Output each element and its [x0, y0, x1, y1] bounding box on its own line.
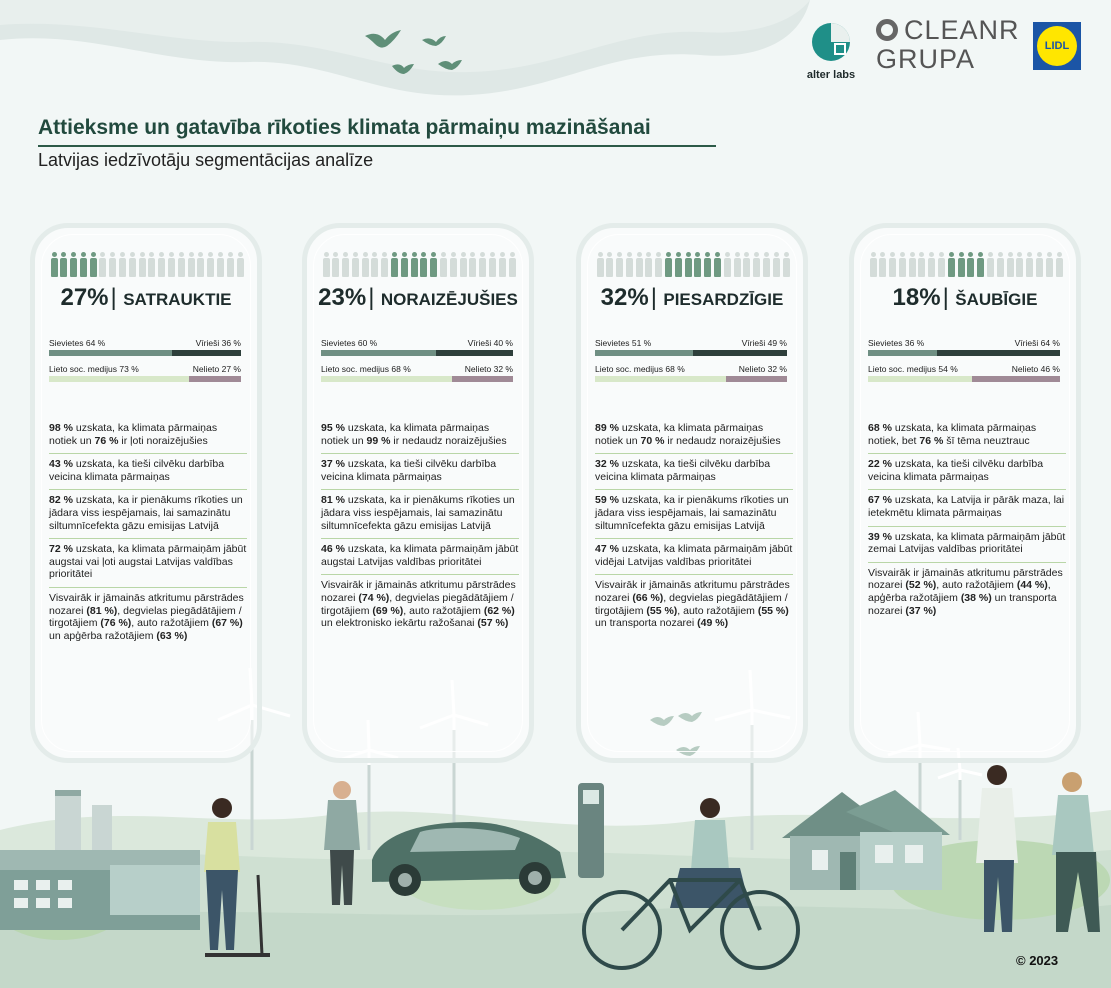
segment-percent: 32%	[600, 284, 649, 311]
person-icon	[399, 252, 409, 278]
fact-highlight: (76 %)	[100, 617, 132, 630]
person-icon	[98, 252, 108, 278]
factory-illustration	[0, 790, 200, 930]
person-icon	[888, 252, 898, 278]
person-icon	[468, 252, 478, 278]
nosocial-label: Nelieto 27 %	[192, 364, 241, 374]
fact-highlight: 70 %	[640, 434, 665, 447]
person-icon	[458, 252, 468, 278]
person-icon	[196, 252, 206, 278]
alter-labs-text: alter labs	[806, 69, 856, 81]
person-icon	[341, 252, 351, 278]
social-label: Lieto soc. medijus 54 %	[868, 364, 958, 374]
fact-text: un transporta nozarei	[595, 617, 698, 630]
person-icon	[1015, 252, 1025, 278]
fact-highlight: 22 %	[868, 458, 892, 471]
fact-text: uzskata, ka tieši cilvēku darbība veicina klimata pārmaiņas	[868, 458, 1044, 483]
fact-text: un elektronisko iekārtu ražošanai	[321, 617, 478, 630]
fact-item	[595, 454, 793, 490]
nosocial-share-bar	[452, 376, 513, 382]
fact-item	[868, 454, 1066, 490]
fact-item	[595, 490, 793, 539]
page-title: Attieksme un gatavība rīkoties klimata pārmaiņu mazināšanai	[38, 116, 651, 139]
facts-list	[868, 418, 1066, 623]
person-icon	[321, 252, 331, 278]
person-icon	[907, 252, 917, 278]
male-share-bar	[693, 350, 787, 356]
person-icon	[722, 252, 732, 278]
segment-heading	[589, 284, 795, 312]
gender-bar	[868, 338, 1060, 356]
nosocial-share-bar	[189, 376, 241, 382]
fact-item	[49, 539, 247, 588]
fact-text: un apģērba ražotājiem	[49, 629, 157, 642]
fact-text: , auto ražotājiem	[936, 579, 1017, 592]
social-share-bar	[868, 376, 972, 382]
social-media-bar	[321, 364, 513, 382]
fact-text: uzskata, ka tieši cilvēku darbība veicina klimata pārmaiņas	[321, 458, 497, 483]
fact-text: uzskata, ka ir pienākums rīkoties un jādara viss iespējamais, lai samazinātu siltumnīcefekta gāzu emisijas Latvijā	[49, 494, 243, 532]
fact-highlight: 47 %	[595, 543, 619, 556]
person-icon	[937, 252, 947, 278]
heading-separator: |	[368, 284, 375, 311]
person-icon	[88, 252, 98, 278]
house-illustration	[782, 790, 950, 890]
social-media-bar	[868, 364, 1060, 382]
person-icon	[448, 252, 458, 278]
heading-separator: |	[942, 284, 949, 311]
fact-highlight: 95 %	[321, 422, 345, 434]
fact-text: Visvairāk ir jāmainās atkritumu pārstrādes nozarei	[868, 566, 1063, 592]
gender-bar	[595, 338, 787, 356]
fact-highlight: (81 %)	[86, 604, 118, 617]
fact-text: ir ļoti noraizējušies	[118, 434, 208, 447]
person-icon	[350, 252, 360, 278]
lidl-logo	[1033, 22, 1081, 70]
fact-text: uzskata, ka klimata pārmaiņas notiek, bet	[868, 422, 1037, 447]
fact-text: uzskata, ka klimata pārmaiņas notiek un	[321, 422, 490, 447]
person-icon	[360, 252, 370, 278]
fact-text: , degvielas piegādātājiem / tirgotājiem	[595, 591, 788, 617]
fact-highlight: (57 %)	[477, 617, 509, 630]
fact-highlight: 37 %	[321, 458, 345, 471]
cleanr-grupa-logo	[876, 16, 1020, 74]
fact-text: Visvairāk ir jāmainās atkritumu pārstrādes nozarei	[49, 591, 244, 617]
male-share-bar	[436, 350, 513, 356]
fact-text: uzskata, ka klimata pārmaiņas notiek un	[595, 422, 764, 447]
fact-item	[595, 575, 793, 635]
person-icon	[216, 252, 226, 278]
segment-name: PIESARDZĪGIE	[663, 290, 784, 309]
female-label: Sievietes 36 %	[868, 338, 925, 348]
people-share-icons	[321, 252, 517, 278]
segment-card	[30, 223, 262, 763]
fact-item	[321, 575, 519, 635]
people-share-icons	[868, 252, 1064, 278]
female-share-bar	[868, 350, 937, 356]
gender-bar	[321, 338, 513, 356]
fact-text: ir nedaudz noraizējušies	[390, 434, 507, 447]
fact-item	[321, 490, 519, 539]
fact-highlight: (62 %)	[483, 604, 515, 617]
people-share-icons	[595, 252, 791, 278]
fact-item	[868, 563, 1066, 623]
person-icon	[624, 252, 634, 278]
social-share-bar	[321, 376, 452, 382]
person-icon	[693, 252, 703, 278]
person-icon	[206, 252, 216, 278]
segment-card	[576, 223, 808, 763]
person-icon	[615, 252, 625, 278]
segment-percent: 18%	[892, 284, 941, 311]
person-icon	[390, 252, 400, 278]
fact-text: , degvielas piegādātājiem / tirgotājiem	[321, 591, 514, 617]
fact-text: uzskata, ka Latvija ir pārāk maza, lai ietekmētu klimata pārmaiņas	[868, 494, 1065, 519]
fact-highlight: 67 %	[868, 494, 892, 507]
person-icon	[732, 252, 742, 278]
person-icon	[176, 252, 186, 278]
segment-heading	[315, 284, 521, 312]
fact-highlight: (49 %)	[697, 617, 729, 630]
person-icon	[683, 252, 693, 278]
fact-text: uzskata, ka klimata pārmaiņām jābūt augstai vai ļoti augstai Latvijas valdības prioritātei	[49, 543, 247, 581]
person-icon	[654, 252, 664, 278]
person-icon	[868, 252, 878, 278]
person-icon	[995, 252, 1005, 278]
lidl-text: LIDL	[1037, 26, 1077, 66]
nosocial-share-bar	[726, 376, 787, 382]
person-icon	[331, 252, 341, 278]
person-icon	[137, 252, 147, 278]
fact-item	[595, 418, 793, 454]
fact-item	[321, 539, 519, 575]
male-share-bar	[172, 350, 241, 356]
fact-text: uzskata, ka ir pienākums rīkoties un jādara viss iespējamais, lai samazinātu siltumnīcefekta gāzu emisijas Latvijā	[321, 494, 515, 532]
fact-highlight: 32 %	[595, 458, 619, 471]
fact-item	[595, 539, 793, 575]
person-icon	[507, 252, 517, 278]
person-icon	[634, 252, 644, 278]
segment-name: NORAIZĒJUŠIES	[380, 290, 518, 309]
fact-item	[49, 490, 247, 539]
person-icon	[478, 252, 488, 278]
person-icon	[127, 252, 137, 278]
fact-text: , degvielas piegādātājiem / tirgotājiem	[49, 604, 242, 630]
person-icon	[742, 252, 752, 278]
fact-highlight: (74 %)	[358, 591, 390, 604]
person-icon	[1044, 252, 1054, 278]
gender-bar	[49, 338, 241, 356]
fact-highlight: 43 %	[49, 458, 73, 471]
fact-highlight: (63 %)	[156, 629, 188, 642]
person-icon	[147, 252, 157, 278]
fact-text: uzskata, ka klimata pārmaiņām jābūt zemai Latvijas valdības prioritātei	[868, 530, 1066, 556]
page-subtitle: Latvijas iedzīvotāju segmentācijas analīze	[38, 150, 374, 170]
person-icon	[167, 252, 177, 278]
person-icon	[429, 252, 439, 278]
person-icon	[878, 252, 888, 278]
fact-highlight: 99 %	[366, 434, 391, 447]
fact-highlight: 98 %	[49, 422, 73, 434]
person-icon	[781, 252, 791, 278]
fact-item	[49, 454, 247, 490]
grupa-text: GRUPA	[876, 44, 976, 74]
person-icon	[752, 252, 762, 278]
male-share-bar	[937, 350, 1060, 356]
person-icon	[917, 252, 927, 278]
person-icon	[409, 252, 419, 278]
social-share-bar	[595, 376, 726, 382]
fact-text: šī tēma neuztrauc	[943, 434, 1030, 447]
person-icon	[49, 252, 59, 278]
person-icon	[644, 252, 654, 278]
heading-separator: |	[110, 284, 117, 311]
alter-labs-icon	[811, 22, 851, 62]
person-icon	[1025, 252, 1035, 278]
fact-item	[868, 527, 1066, 563]
person-icon	[927, 252, 937, 278]
nosocial-share-bar	[972, 376, 1060, 382]
person-icon	[69, 252, 79, 278]
person-icon	[157, 252, 167, 278]
person-icon	[380, 252, 390, 278]
nosocial-label: Nelieto 32 %	[464, 364, 513, 374]
female-share-bar	[49, 350, 172, 356]
fact-highlight: (55 %)	[646, 604, 678, 617]
person-icon	[762, 252, 772, 278]
fact-highlight: 72 %	[49, 543, 73, 556]
fact-highlight: 82 %	[49, 494, 73, 507]
fact-item	[321, 454, 519, 490]
female-label: Sievietes 60 %	[321, 338, 378, 348]
fact-text: un transporta nozarei	[868, 591, 1057, 617]
female-share-bar	[321, 350, 436, 356]
person-icon	[986, 252, 996, 278]
facts-list	[49, 418, 247, 648]
fact-highlight: (52 %)	[905, 579, 937, 592]
nosocial-label: Nelieto 46 %	[1011, 364, 1060, 374]
person-icon	[771, 252, 781, 278]
person-icon	[897, 252, 907, 278]
person-icon	[419, 252, 429, 278]
segment-name: ŠAUBĪGIE	[955, 290, 1038, 309]
social-label: Lieto soc. medijus 73 %	[49, 364, 139, 374]
person-icon	[976, 252, 986, 278]
female-label: Sievietes 51 %	[595, 338, 652, 348]
segment-card	[302, 223, 534, 763]
person-icon	[1005, 252, 1015, 278]
fact-highlight: 76 %	[919, 434, 944, 447]
facts-list	[321, 418, 519, 636]
fact-highlight: 46 %	[321, 543, 345, 556]
heading-separator: |	[650, 284, 657, 311]
fact-text: Visvairāk ir jāmainās atkritumu pārstrādes nozarei	[321, 579, 516, 604]
person-icon	[488, 252, 498, 278]
fact-highlight: (66 %)	[632, 591, 664, 604]
segment-card	[849, 223, 1081, 763]
fact-highlight: 39 %	[868, 530, 892, 543]
female-label: Sievietes 64 %	[49, 338, 106, 348]
segment-name: SATRAUKTIE	[123, 290, 232, 309]
female-share-bar	[595, 350, 693, 356]
person-icon	[966, 252, 976, 278]
male-label: Vīrieši 36 %	[195, 338, 241, 348]
fact-item	[868, 418, 1066, 454]
segment-heading	[862, 284, 1068, 312]
fact-highlight: (38 %)	[960, 591, 992, 604]
person-icon	[1054, 252, 1064, 278]
fact-text: , apģērba ražotājiem	[868, 579, 1051, 604]
fact-text: , auto ražotājiem	[403, 604, 484, 617]
person-icon	[235, 252, 245, 278]
copyright: © 2023	[1016, 953, 1059, 968]
fact-text: uzskata, ka tieši cilvēku darbība veicina klimata pārmaiņas	[49, 458, 225, 483]
male-label: Vīrieši 49 %	[741, 338, 787, 348]
fact-item	[868, 490, 1066, 526]
social-label: Lieto soc. medijus 68 %	[321, 364, 411, 374]
fact-highlight: 68 %	[868, 422, 892, 434]
fact-text: uzskata, ka klimata pārmaiņām jābūt vidējai Latvijas valdības prioritātei	[595, 543, 793, 568]
person-icon	[78, 252, 88, 278]
segment-percent: 27%	[60, 284, 109, 311]
person-icon	[118, 252, 128, 278]
fact-text: uzskata, ka klimata pārmaiņas notiek un	[49, 422, 218, 447]
social-media-bar	[595, 364, 787, 382]
person-icon	[703, 252, 713, 278]
fact-highlight: (55 %)	[757, 604, 789, 617]
cleanr-text: CLEANR	[904, 15, 1020, 45]
fact-highlight: (37 %)	[905, 604, 937, 617]
male-label: Vīrieši 64 %	[1014, 338, 1060, 348]
fact-highlight: (67 %)	[211, 617, 243, 630]
fact-text: ir nedaudz noraizējušies	[664, 434, 781, 447]
person-icon	[59, 252, 69, 278]
person-icon	[673, 252, 683, 278]
fact-highlight: 59 %	[595, 494, 619, 507]
person-icon	[108, 252, 118, 278]
social-share-bar	[49, 376, 189, 382]
alter-labs-logo	[800, 22, 862, 81]
person-icon	[497, 252, 507, 278]
person-icon	[664, 252, 674, 278]
segment-heading	[43, 284, 249, 312]
fact-highlight: 81 %	[321, 494, 345, 507]
male-label: Vīrieši 40 %	[467, 338, 513, 348]
fact-highlight: (69 %)	[372, 604, 404, 617]
person-icon	[186, 252, 196, 278]
nosocial-label: Nelieto 32 %	[738, 364, 787, 374]
person-icon	[713, 252, 723, 278]
fact-highlight: 89 %	[595, 422, 619, 434]
cleanr-ring-icon	[876, 19, 898, 41]
person-icon	[1035, 252, 1045, 278]
fact-highlight: (44 %)	[1016, 579, 1048, 592]
person-icon	[439, 252, 449, 278]
segment-percent: 23%	[318, 284, 367, 311]
fact-text: , auto ražotājiem	[131, 617, 212, 630]
fact-text: uzskata, ka ir pienākums rīkoties un jādara viss iespējamais, lai samazinātu siltumnīcefekta gāzu emisijas Latvijā	[595, 494, 789, 532]
people-share-icons	[49, 252, 245, 278]
fact-item	[49, 588, 247, 648]
fact-item	[321, 418, 519, 454]
fact-text: uzskata, ka tieši cilvēku darbība veicina klimata pārmaiņas	[595, 458, 771, 483]
person-icon	[956, 252, 966, 278]
person-icon	[370, 252, 380, 278]
fact-text: , auto ražotājiem	[677, 604, 758, 617]
fact-highlight: 76 %	[94, 434, 119, 447]
fact-item	[49, 418, 247, 454]
fact-text: Visvairāk ir jāmainās atkritumu pārstrādes nozarei	[595, 579, 790, 604]
title-underline	[38, 145, 716, 147]
social-media-bar	[49, 364, 241, 382]
person-icon	[946, 252, 956, 278]
fact-text: uzskata, ka klimata pārmaiņām jābūt augstai Latvijas valdības prioritātei	[321, 543, 519, 568]
facts-list	[595, 418, 793, 636]
person-icon	[605, 252, 615, 278]
person-icon	[225, 252, 235, 278]
person-icon	[595, 252, 605, 278]
social-label: Lieto soc. medijus 68 %	[595, 364, 685, 374]
